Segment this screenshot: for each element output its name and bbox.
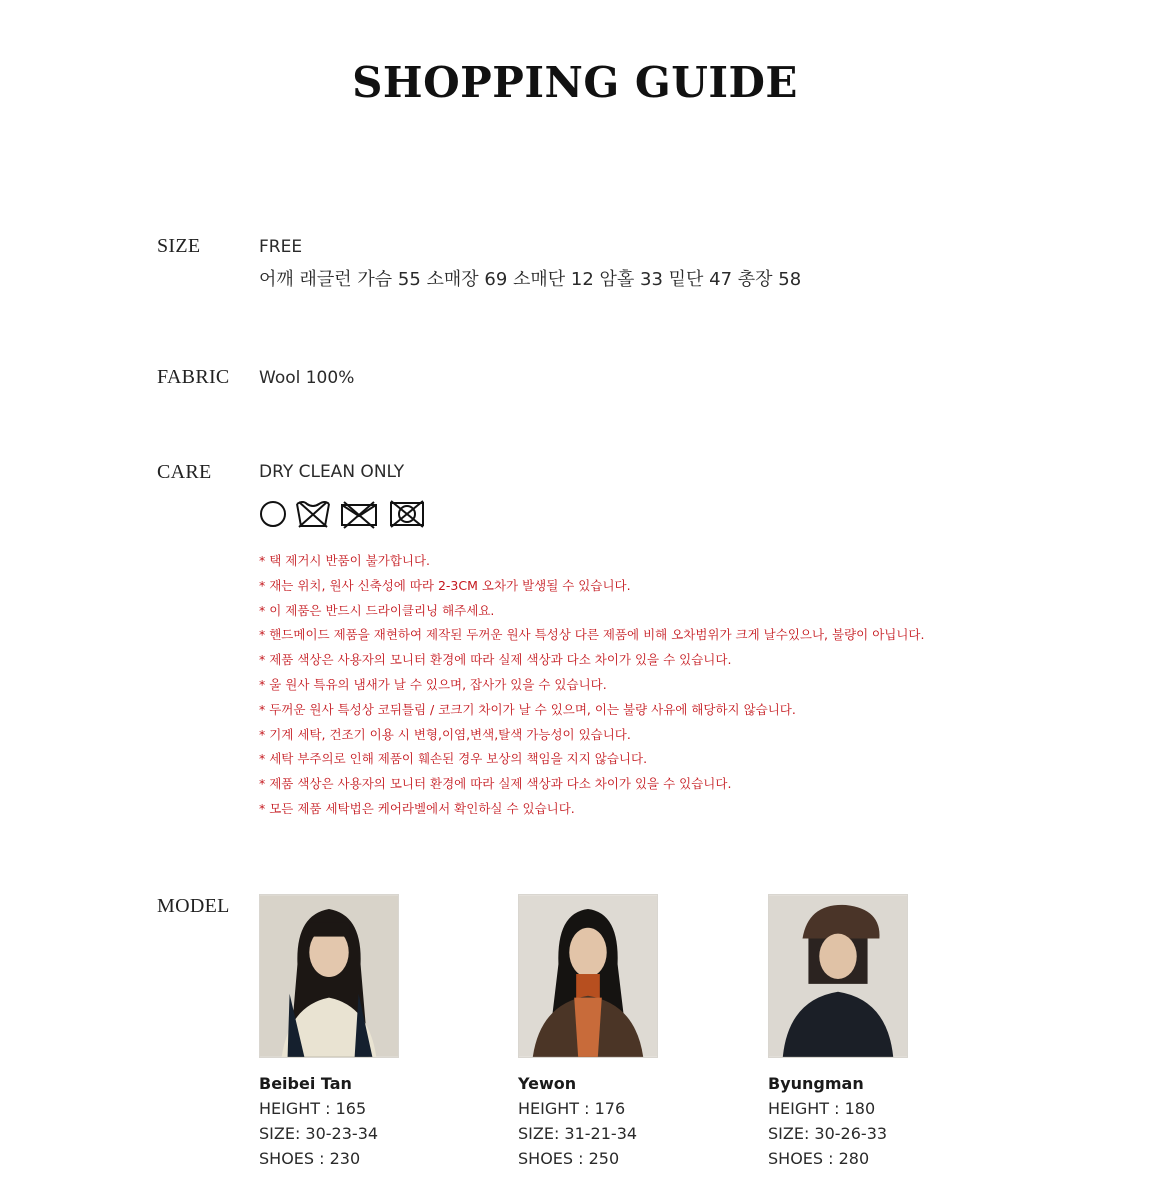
model-card-beibei: [259, 894, 459, 1171]
no-dry-icon: [387, 499, 427, 529]
care-value: DRY CLEAN ONLY: [259, 462, 405, 482]
model-shoes: SHOES : 280: [768, 1149, 870, 1168]
model-name: Yewon: [518, 1074, 577, 1093]
care-note: * 세탁 부주의로 인해 제품이 훼손된 경우 보상의 책임을 지지 않습니다.: [259, 751, 648, 767]
care-note: * 모든 제품 세탁법은 케어라벨에서 확인하실 수 있습니다.: [259, 800, 575, 816]
care-note: * 울 원사 특유의 냄새가 날 수 있으며, 잡사가 있을 수 있습니다.: [259, 676, 607, 692]
no-tumble-dry-icon: [339, 499, 379, 529]
model-height: HEIGHT : 176: [518, 1099, 626, 1118]
size-value: FREE: [259, 237, 303, 257]
care-label: CARE: [157, 461, 212, 483]
model-photo-yewon: [518, 894, 658, 1058]
page-title: SHOPPING GUIDE: [352, 58, 798, 107]
care-notes: [259, 549, 924, 822]
model-height: HEIGHT : 165: [259, 1099, 367, 1118]
fabric-value: Wool 100%: [259, 368, 355, 388]
care-note: * 두꺼운 원사 특성상 코뒤틀림 / 코크기 차이가 날 수 있으며, 이는 불량 사유에 해당하지 않습니다.: [259, 701, 796, 717]
fabric-label: FABRIC: [157, 366, 230, 388]
model-label: MODEL: [157, 895, 230, 917]
no-wash-tub-icon: [295, 499, 331, 529]
care-note: * 제품 색상은 사용자의 모니터 환경에 따라 실제 색상과 다소 차이가 있을 수 있습니다.: [259, 652, 732, 668]
model-name: Byungman: [768, 1074, 864, 1093]
model-card-yewon: [518, 894, 718, 1171]
model-size: SIZE: 30-26-33: [768, 1124, 888, 1143]
care-icons: [259, 499, 427, 529]
size-measurements: 어깨 래글런 가슴 55 소매장 69 소매단 12 암홀 33 밑단 47 총장 58: [259, 269, 802, 290]
dry-clean-circle-icon: [259, 499, 287, 529]
model-size: SIZE: 31-21-34: [518, 1124, 638, 1143]
model-name: Beibei Tan: [259, 1074, 352, 1093]
model-size: SIZE: 30-23-34: [259, 1124, 379, 1143]
care-note: * 기계 세탁, 건조기 이용 시 변형,이염,변색,탈색 가능성이 있습니다.: [259, 726, 631, 742]
model-height: HEIGHT : 180: [768, 1099, 876, 1118]
care-note: * 핸드메이드 제품을 재현하여 제작된 두꺼운 원사 특성상 다른 제품에 비해 오차범위가 크게 날수있으나, 불량이 아닙니다.: [259, 627, 925, 643]
care-note: * 재는 위치, 원사 신축성에 따라 2-3CM 오차가 발생될 수 있습니다.: [259, 577, 631, 593]
model-photo-beibei: [259, 894, 399, 1058]
model-card-byungman: [768, 894, 968, 1171]
model-shoes: SHOES : 250: [518, 1149, 620, 1168]
model-photo-byungman: [768, 894, 908, 1058]
size-label: SIZE: [157, 235, 201, 257]
care-note: * 이 제품은 반드시 드라이클리닝 해주세요.: [259, 602, 495, 618]
care-note: * 제품 색상은 사용자의 모니터 환경에 따라 실제 색상과 다소 차이가 있을 수 있습니다.: [259, 776, 732, 792]
model-shoes: SHOES : 230: [259, 1149, 361, 1168]
care-note: * 택 제거시 반품이 불가합니다.: [259, 553, 431, 568]
